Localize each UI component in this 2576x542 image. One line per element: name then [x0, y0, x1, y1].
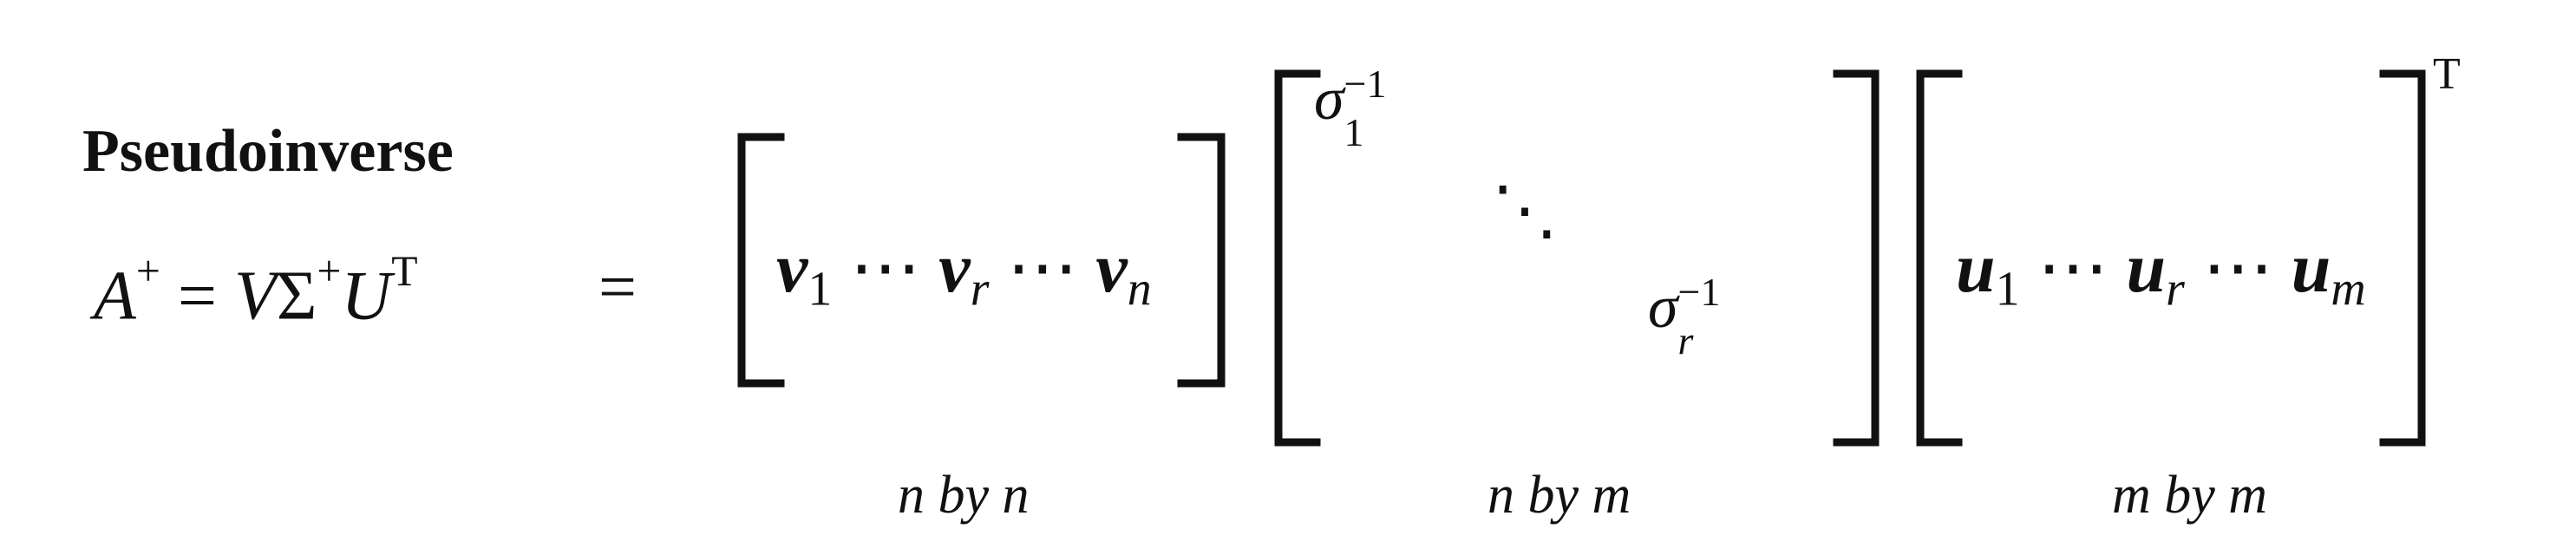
- ellipsis-2: ⋯: [2184, 228, 2292, 307]
- u-right-bracket: [2383, 74, 2422, 442]
- v-right-bracket: [1181, 137, 1221, 383]
- subscript-1: 1: [1344, 110, 1364, 154]
- symbol-V: V: [233, 258, 277, 335]
- sigma-symbol: σ: [1314, 66, 1344, 133]
- superscript-minus-1: −1: [1344, 62, 1387, 106]
- symbol-A: A: [94, 258, 136, 335]
- diagonal-dots: ⋱: [1492, 174, 1558, 247]
- superscript-transpose: T: [391, 247, 418, 295]
- subscript-1: 1: [807, 262, 833, 317]
- main-equals-sign: =: [598, 249, 637, 324]
- vector-um: u: [2291, 228, 2331, 307]
- vector-ur: u: [2126, 228, 2167, 307]
- symbol-Sigma: Σ: [276, 258, 317, 335]
- subscript-r: r: [2166, 262, 2185, 317]
- v-left-bracket: [742, 137, 781, 383]
- subscript-r: r: [1677, 318, 1694, 362]
- ellipsis-1: ⋯: [2019, 228, 2127, 307]
- sigma-right-bracket: [1837, 74, 1875, 442]
- superscript-plus-sigma: +: [317, 247, 342, 295]
- outer-transpose: T: [2433, 49, 2461, 99]
- vector-u1: u: [1956, 228, 1996, 307]
- vector-v1: v: [776, 228, 808, 307]
- sigma-left-bracket: [1278, 74, 1317, 442]
- symbol-U: U: [341, 258, 392, 335]
- vector-vr: v: [938, 228, 971, 307]
- superscript-minus-1: −1: [1677, 270, 1721, 314]
- sigma-symbol: σ: [1648, 274, 1678, 341]
- superscript-plus: +: [135, 247, 160, 295]
- subscript-r: r: [970, 262, 990, 317]
- dims-text: m by m: [2112, 466, 2268, 525]
- subscript-n: n: [1127, 262, 1152, 317]
- ellipsis-1: ⋯: [832, 228, 939, 307]
- subscript-m: m: [2331, 262, 2366, 317]
- subscript-1: 1: [1995, 262, 2020, 317]
- vector-vn: v: [1095, 228, 1128, 307]
- equals-sign: =: [177, 258, 217, 335]
- section-heading: Pseudoinverse: [82, 118, 454, 185]
- dims-text: n by n: [898, 466, 1030, 525]
- u-left-bracket: [1920, 74, 1958, 442]
- dims-text: n by m: [1487, 466, 1631, 525]
- ellipsis-2: ⋯: [989, 228, 1096, 307]
